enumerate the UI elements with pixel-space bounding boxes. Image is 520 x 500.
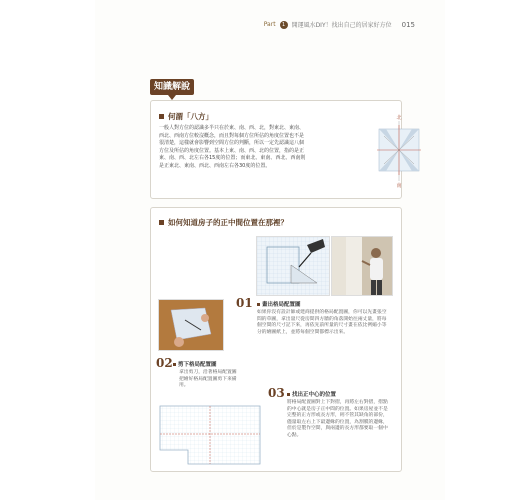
bullet-icon (173, 363, 176, 366)
section1-body: 一般人對方位的認識多半只在於東、南、西、北，對東北、東南、西北、西南方位較沒概念，而且對每個方位所佔的角度位置也不是很清楚，這樣就會影響到空間方位的判斷，所以一定先認識這八個方位及所佔的角度位置。基本上東、南、西、北的位置，指的是正東、南、西、北左右各15度的位置；而東北、東南、西北、西南則是正東北、東南、西北、西南左右各30度的位置。 (159, 125, 306, 169)
step1-number: 01 (236, 296, 253, 310)
floor-plan-diagram (158, 404, 262, 466)
compass-diagram (374, 111, 424, 189)
step1-text: 如果你沒有設計師或建商提供的格局配置圖，你可以先畫張空間的草圖，拿出量尺從房間四方牆的角落開始往兩丈量，將每個空間的尺寸記下來，再依先前所量的尺寸畫在依比例縮小等分的繪圖紙上，並將每個空間都標示出來。 (257, 310, 387, 335)
step3-title (287, 390, 336, 398)
step1-title-text: 畫出格局配置圖 (262, 302, 301, 308)
part-number-badge: 1 (280, 21, 288, 29)
bullet-icon (257, 303, 260, 306)
section1-title-row (159, 111, 213, 122)
page-header (264, 20, 415, 29)
center-position-box (150, 207, 402, 472)
part-label: Part (263, 21, 276, 28)
drawing-photo (256, 236, 330, 296)
square-bullet-icon (159, 220, 164, 225)
floor-plan-illustration (158, 404, 262, 466)
step2-number: 02 (156, 356, 173, 370)
measuring-photo (331, 236, 393, 296)
scissors-cutting-illustration (159, 300, 223, 350)
compass-south-label: 南 (396, 183, 402, 189)
section1-title: 何謂「八方」 (168, 112, 213, 121)
cutting-photo (158, 299, 224, 351)
eight-directions-box (150, 100, 402, 199)
step2-title (173, 360, 217, 368)
step3-text: 將格局配置圖對上下對摺，再將左右對摺，摺點的中心就是房子正中間的位置。如果房屋並不是完整的正方形或長方形，則不管其缺角的部份，儘量取左右上下最邊緣的位置，為割膜的邊緣，但於是製作空間，與兩邊的長方形都要取一個中心點。 (287, 400, 388, 438)
step3-title-text: 找出正中心的位置 (292, 392, 337, 398)
step2-title-text: 剪下格局配置圖 (178, 362, 217, 368)
bullet-icon (287, 393, 290, 396)
page-number: 015 (401, 20, 415, 29)
section2-title: 如何知道房子的正中間位置在那裡？ (168, 218, 288, 227)
grid-drawing-illustration (257, 237, 329, 295)
step1-title (257, 300, 301, 308)
step3-number: 03 (268, 386, 285, 400)
chapter-title: 開運風水DIY！找出自己的居家好方位 (291, 22, 392, 29)
section-tag: 知識解說 (150, 79, 194, 95)
compass-north-label: 北 (396, 115, 402, 121)
book-page (95, 0, 445, 500)
man-measuring-illustration (332, 237, 392, 295)
step2-text: 拿出剪刀，沿著格局配置圖把繪好格局配置圖剪下來備用。 (179, 370, 237, 389)
square-bullet-icon (159, 114, 164, 119)
section2-title-row (159, 217, 288, 228)
